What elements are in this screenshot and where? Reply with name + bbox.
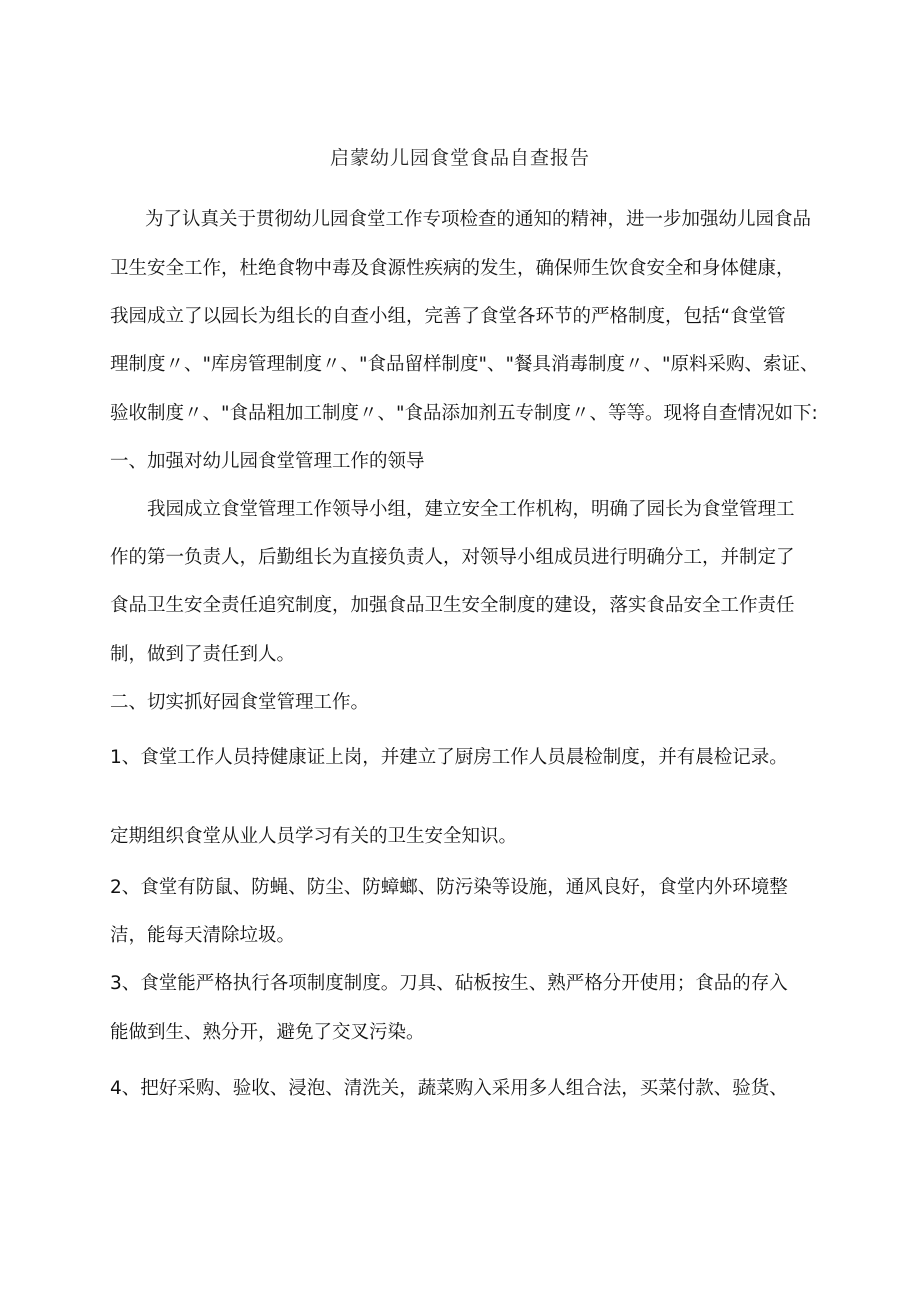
paragraph-line: 作的第一负责人，后勤组长为直接负责人，对领导小组成员进行明确分工，并制定了 <box>110 547 795 568</box>
paragraph-line: 洁，能每天清除垃圾。 <box>110 925 296 946</box>
paragraph-line: 我园成立食堂管理工作领导小组，建立安全工作机构，明确了园长为食堂管理工 <box>147 499 795 520</box>
paragraph-line: 我园成立了以园长为组长的自查小组，完善了食堂各环节的严格制度，包括“食堂管 <box>110 306 786 327</box>
paragraph-line: 制，做到了责任到人。 <box>110 644 296 665</box>
paragraph-line: 食品卫生安全责任追究制度，加强食品卫生安全制度的建设，落实食品安全工作责任 <box>110 595 795 616</box>
list-item: 4、把好采购、验收、浸泡、清洗关，蔬菜购入采用多人组合法，买菜付款、验货、 <box>110 1078 788 1099</box>
paragraph-line: 定期组织食堂从业人员学习有关的卫生安全知识。 <box>110 826 518 847</box>
paragraph-line: 理制度〃、"库房管理制度〃、"食品留样制度"、"餐具消毒制度〃、"原料采购、索证、 <box>110 354 819 375</box>
paragraph-line: 能做到生、熟分开，避免了交叉污染。 <box>110 1022 425 1043</box>
list-item: 2、食堂有防鼠、防蝇、防尘、防蟑螂、防污染等设施，通风良好，食堂内外环境整 <box>110 877 788 898</box>
paragraph-line: 卫生安全工作，杜绝食物中毒及食源性疾病的发生，确保师生饮食安全和身体健康， <box>110 258 795 279</box>
section-heading: 二、切实抓好园食堂管理工作。 <box>110 692 370 713</box>
document-title: 启蒙幼儿园食堂食品自查报告 <box>329 147 590 169</box>
list-item: 3、食堂能严格执行各项制度制度。刀具、砧板按生、熟严格分开使用；食品的存入 <box>110 973 788 994</box>
paragraph-line: 为了认真关于贯彻幼儿园食堂工作专项检查的通知的精神，进一步加强幼儿园食品 <box>145 209 812 230</box>
paragraph-line: 验收制度〃、"食品粗加工制度〃、"食品添加剂五专制度〃、等等。现将自查情况如下: <box>110 403 818 424</box>
section-heading: 一、加强对幼儿园食堂管理工作的领导 <box>110 451 425 472</box>
list-item: 1、食堂工作人员持健康证上岗，并建立了厨房工作人员晨检制度，并有晨检记录。 <box>110 747 788 768</box>
